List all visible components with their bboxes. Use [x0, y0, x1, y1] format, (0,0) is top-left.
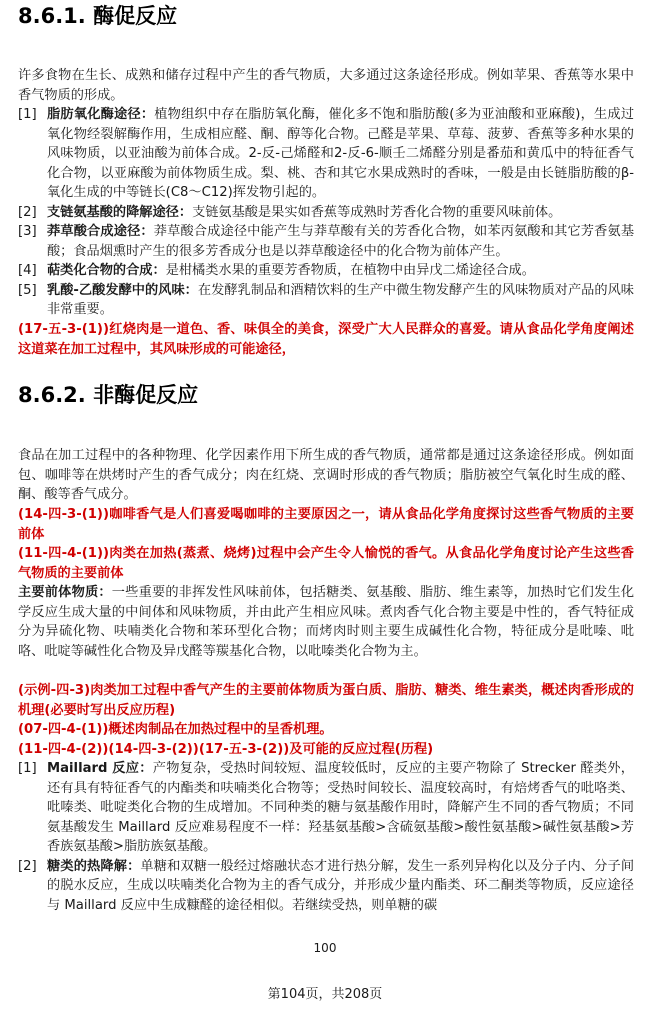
- exam-question: (11-四-4-(2))(14-四-3-(2))(17-五-3-(2))及可能的反应过程(历程): [18, 742, 434, 757]
- list-number: [2]: [18, 858, 37, 874]
- list-item: [18, 261, 634, 281]
- list-text: 在发酵乳制品和酒精饮料的生产中微生物发酵产生的风味物质对产品的风味非常重要。: [47, 282, 634, 317]
- precursor-text: 一些重要的非挥发性风味前体，包括糖类、氨基酸、脂肪、维生素等，加热时它们发生化学反应生成大量的中间体和风味物质，并由此产生相应风味。煮肉香气化合物主要是中性的，香气特征成分为异硫化物、呋喃类化合物和苯环型化合物；而烤肉时则主要生成碱性化合物，特征成分是吡嗪、吡咯、吡啶等碱性化合物及异戊醛等羰基化合物，以吡嗪类化合物为主。: [18, 585, 635, 659]
- list-term: 脂肪氧化酶途径：: [47, 107, 155, 122]
- exam-question: (11-四-4-(1))肉类在加热(蒸煮、烧烤)过程中会产生令人愉悦的香气。从食品化学角度讨论产生这些香气物质的主要前体: [18, 546, 634, 581]
- list-item: [18, 105, 634, 203]
- list-term: 莽草酸合成途径：: [47, 224, 154, 239]
- list-item: [18, 857, 634, 916]
- list-item: [18, 222, 634, 261]
- exam-question: (07-四-4-(1))概述肉制品在加热过程中的呈香机理。: [18, 722, 333, 737]
- list-term: Maillard 反应：: [47, 761, 153, 776]
- list-term: 萜类化合物的合成：: [47, 263, 166, 278]
- enzymatic-pathway-list: [18, 105, 634, 320]
- precursor-paragraph: [18, 583, 634, 661]
- list-term: 支链氨基酸的降解途径：: [47, 204, 193, 220]
- list-text: 支链氨基酸是果实如香蕉等成熟时芳香化合物的重要风味前体。: [192, 204, 562, 220]
- list-item: [18, 203, 634, 223]
- section-heading-enzymatic: 8.6.1. 酶促反应: [18, 4, 178, 28]
- page-number: 100: [313, 941, 337, 955]
- list-item: [18, 759, 634, 857]
- intro-paragraph-non-enzymatic: 食品在加工过程中的各种物理、化学因素作用下所生成的香气物质，通常都是通过这条途径形成。例如面包、咖啡等在烘烤时产生的香气成分；肉在红烧、烹调时形成的香气物质；脂肪被空气氧化时生成的醛、酮、酸等香气成分。: [18, 448, 634, 502]
- list-text: 单糖和双糖一般经过熔融状态才进行热分解，发生一系列异构化以及分子内、分子间的脱水反应，生成以呋喃类化合物为主的香气成分，并形成少量内酯类、环二酮类等物质，反应途径与 Maillard 反应中生成糠醛的途径相似。若继续受热，则单糖的碳: [47, 858, 635, 913]
- precursor-term: 主要前体物质：: [18, 585, 112, 600]
- list-text: 植物组织中存在脂肪氧化酶，催化多不饱和脂肪酸(多为亚油酸和亚麻酸)，生成过氧化物经裂解酶作用，生成相应醛、酮、醇等化合物。己醛是苹果、草莓、菠萝、香蕉等多种水果的风味物质，以亚油酸为前体合成。2-反-己烯醛和2-反-6-顺壬二烯醛分别是番茄和黄瓜中的特征香气化合物，以亚麻酸为前体物质生成。梨、桃、杏和其它水果成熟时的香味，一般是由长链脂肪酸的β-氧化生成的中等链长(C8～C12)挥发物引起的。: [47, 107, 635, 200]
- exam-question: (17-五-3-(1))红烧肉是一道色、香、味俱全的美食，深受广大人民群众的喜爱。请从食品化学角度阐述这道菜在加工过程中，其风味形成的可能途径，: [18, 322, 634, 357]
- list-item: [18, 281, 634, 320]
- list-text: 莽草酸合成途径中能产生与莽草酸有关的芳香化合物，如苯丙氨酸和其它芳香氨基酸；食品烟熏时产生的很多芳香成分也是以莽草酸途径中的化合物为前体产生。: [47, 224, 635, 259]
- non-enzymatic-reaction-list: [18, 759, 634, 915]
- section-heading-non-enzymatic: 8.6.2. 非酶促反应: [18, 383, 199, 407]
- list-term: 乳酸-乙酸发酵中的风味：: [47, 282, 198, 298]
- list-text: 是柑橘类水果的重要芳香物质，在植物中由异戊二烯途径合成。: [165, 263, 535, 278]
- list-number: [4]: [18, 263, 37, 278]
- list-text: 产物复杂，受热时间较短、温度较低时，反应的主要产物除了 Strecker 醛类外，还有具有特征香气的内酯类和呋喃类化合物等；受热时间较长、温度较高时，有焙烤香气的吡咯类、吡嗪类、吡啶类化合物的生成增加。不同种类的糖与氨基酸作用时，降解产生不同的香气物质；不同氨基酸发生 Maillard 反应难易程度不一样：羟基氨基酸>含硫氨基酸>酸性氨基酸>碱性氨基酸>芳香族氨基酸>脂肪族氨基酸。: [47, 761, 634, 854]
- list-number: [1]: [18, 107, 37, 122]
- intro-paragraph-enzymatic: 许多食物在生长、成熟和储存过程中产生的香气物质，大多通过这条途径形成。例如苹果、香蕉等水果中香气物质的形成。: [18, 68, 634, 103]
- exam-question: (示例-四-3)肉类加工过程中香气产生的主要前体物质为蛋白质、脂肪、糖类、维生素类，概述肉香形成的机理(必要时写出反应历程): [18, 683, 634, 718]
- list-term: 糖类的热降解：: [47, 858, 141, 874]
- page-footer: 第104页，共208页: [267, 987, 383, 1002]
- list-number: [1]: [18, 761, 37, 776]
- exam-question: (14-四-3-(1))咖啡香气是人们喜爱喝咖啡的主要原因之一，请从食品化学角度探讨这些香气物质的主要前体: [18, 507, 634, 542]
- list-number: [2]: [18, 204, 37, 220]
- list-number: [3]: [18, 224, 37, 239]
- list-number: [5]: [18, 282, 37, 298]
